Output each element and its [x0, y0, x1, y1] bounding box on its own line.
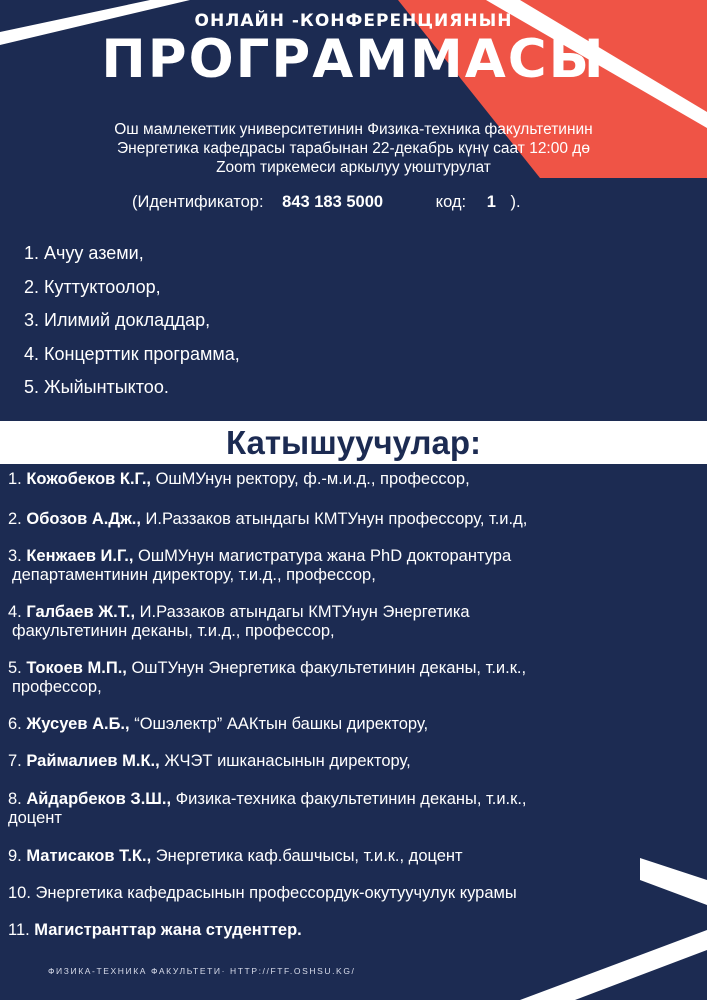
- meeting-id: 843 183 5000: [282, 193, 384, 211]
- participant-name: Обозов А.Дж.,: [26, 510, 141, 528]
- page-title: ПРОГРАММАСЫ: [101, 29, 606, 90]
- code-label: код:: [435, 193, 467, 211]
- participant-number: 9.: [8, 847, 27, 865]
- participant-desc: ОшТУнун Энергетика факультетинин деканы, т.и.к.,: [126, 659, 527, 677]
- participant-number: 6.: [8, 715, 27, 733]
- participant-name: Галбаев Ж.Т.,: [26, 603, 136, 621]
- participant-name: Раймалиев М.К.,: [26, 752, 160, 770]
- participant-desc: И.Раззаков атындагы КМТУнун профессору, т.и.д,: [140, 510, 528, 528]
- participant-item: [8, 715, 428, 734]
- participant-item: [8, 510, 527, 529]
- agenda-item: 5. Жыйынтыктоо.: [24, 377, 169, 397]
- participant-name: Кенжаев И.Г.,: [26, 547, 134, 565]
- participant-number: 7.: [8, 752, 27, 770]
- participant-desc: Энергетика каф.башчысы, т.и.к., доцент: [151, 847, 463, 865]
- agenda-item: 4. Концерттик программа,: [24, 343, 240, 364]
- intro-text: [20, 120, 687, 177]
- participant-item: [8, 752, 411, 771]
- intro-line-1: Ош мамлекеттик университетинин Физика-техника факультетинин: [114, 121, 593, 138]
- participant-number: 2.: [8, 510, 27, 528]
- participant-name: Айдарбеков З.Ш.,: [26, 790, 172, 808]
- participant-number: 8.: [8, 790, 27, 808]
- meeting-identifier: [132, 193, 521, 212]
- participant-number: 11.: [8, 921, 35, 939]
- participant-number: 3.: [8, 547, 27, 565]
- participant-item: [8, 659, 526, 697]
- participant-desc: ЖЧЭТ ишканасынын директору,: [159, 752, 411, 770]
- participant-item: [8, 470, 470, 489]
- agenda-item: 1. Ачуу аземи,: [24, 243, 144, 263]
- participant-name: Кожобеков К.Г.,: [26, 470, 151, 488]
- participant-desc-continued: факультетинин деканы, т.и.д., профессор,: [12, 622, 335, 640]
- participant-desc-continued: доцент: [8, 809, 62, 827]
- participant-name: Магистранттар жана студенттер.: [34, 921, 302, 939]
- participant-item: [8, 847, 463, 866]
- meeting-code: 1: [486, 193, 496, 211]
- participant-desc: ОшМУнун ректору, ф.-м.и.д., профессор,: [151, 470, 470, 488]
- agenda-item: 2. Куттуктоолор,: [24, 276, 161, 297]
- participant-desc: ОшМУнун магистратура жана PhD докторантура: [133, 547, 512, 565]
- participant-item: [8, 790, 527, 828]
- participants-heading-band: [0, 421, 707, 464]
- participant-item: [8, 921, 302, 940]
- participant-number: 10.: [8, 884, 36, 902]
- participant-desc: Физика-техника факультетинин деканы, т.и.к.,: [171, 790, 527, 808]
- participant-desc-continued: профессор,: [12, 678, 102, 696]
- participant-item: [8, 547, 511, 585]
- participant-number: 5.: [8, 659, 27, 677]
- participant-name: Токоев М.П.,: [26, 659, 127, 677]
- participant-item: [8, 603, 470, 641]
- agenda-list: [24, 243, 240, 411]
- conference-overline: ОНЛАЙН -КОНФЕРЕНЦИЯНЫН: [194, 11, 513, 31]
- intro-line-2: Энергетика кафедрасы тарабынан 22-декабрь күнү саат 12:00 дө: [117, 140, 590, 157]
- participant-number: 4.: [8, 603, 27, 621]
- identifier-close: ).: [510, 193, 521, 211]
- participants-heading: Катышуучулар:: [226, 424, 481, 461]
- participant-number: 1.: [8, 470, 27, 488]
- agenda-item: 3. Илимий докладдар,: [24, 310, 211, 330]
- participant-desc: И.Раззаков атындагы КМТУнун Энергетика: [135, 603, 470, 621]
- participant-desc-continued: департаментинин директору, т.и.д., профессор,: [12, 566, 376, 584]
- participant-item: [8, 884, 517, 903]
- participant-desc: Энергетика кафедрасынын профессордук-окутуучулук курамы: [35, 884, 517, 902]
- participant-desc: “Ошэлектр” ААКтын башкы директору,: [129, 715, 429, 733]
- identifier-label: (Идентификатор:: [132, 193, 264, 211]
- intro-line-3: Zoom тиркемеси аркылуу уюштурулат: [216, 159, 491, 176]
- participant-name: Жусуев А.Б.,: [26, 715, 130, 733]
- participant-name: Матисаков Т.К.,: [26, 847, 152, 865]
- footer-text: ФИЗИКА-ТЕХНИКА ФАКУЛЬТЕТИ· HTTP://FTF.OSHSU.KG/: [48, 966, 356, 976]
